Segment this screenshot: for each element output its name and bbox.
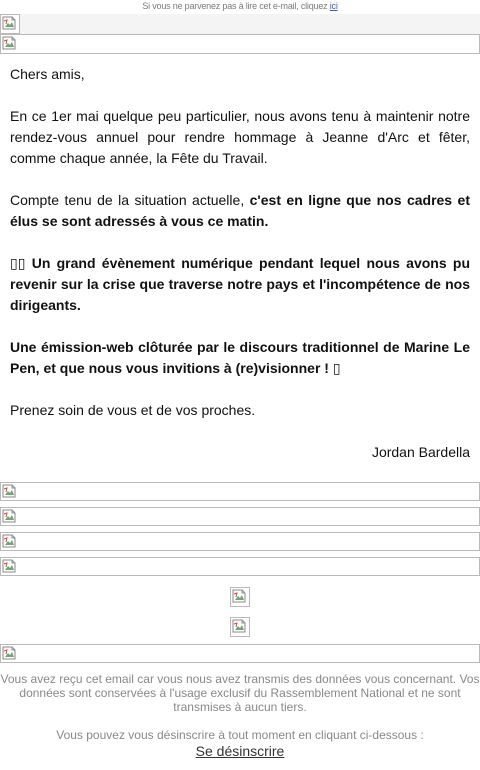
footer-banner-image — [0, 644, 480, 663]
link-image-3[interactable] — [0, 532, 480, 551]
social-icon-2[interactable] — [230, 617, 250, 637]
preheader-text: Si vous ne parvenez pas à lire cet e-mail, cliquez — [142, 1, 330, 11]
unsubscribe-link[interactable]: Se désinscrire — [195, 743, 285, 759]
broken-image-icon — [2, 534, 16, 548]
emoji-glyph: ▯▯ — [10, 255, 26, 271]
header-logo-image — [0, 14, 20, 34]
preheader — [0, 0, 480, 14]
banner-image — [0, 34, 480, 54]
broken-image-icon — [2, 559, 16, 573]
emoji-glyph: ▯ — [332, 360, 341, 376]
letter-greeting: Chers amis, — [10, 66, 85, 82]
footer-privacy-notice: Vous avez reçu cet email car vous nous avez transmis des données vous concernant. Vos données sont conservées à l'usage exclusif du Rassemblement National et ne sont transmises à aucun tiers. — [0, 672, 480, 714]
letter-paragraph-2 — [10, 190, 470, 232]
broken-image-icon — [2, 484, 16, 498]
letter-paragraph-3 — [10, 253, 470, 316]
social-icon-1[interactable] — [230, 587, 250, 607]
p4-bold: Une émission-web clôturée par le discours traditionnel de Marine Le Pen, et que nous vous invitions à (re)visionner ! — [10, 339, 470, 376]
link-image-1[interactable] — [0, 482, 480, 501]
banner-row — [0, 34, 480, 54]
header-strip — [0, 14, 480, 34]
p2-bold: c'est en ligne que nos cadres et élus se sont adressés à vous ce matin. — [10, 192, 470, 229]
broken-image-icon — [232, 619, 246, 633]
broken-image-icon — [2, 646, 16, 660]
letter-body — [0, 54, 480, 463]
footer — [0, 672, 480, 760]
link-image-4[interactable] — [0, 557, 480, 576]
broken-image-icon — [2, 16, 16, 30]
p2-normal: Compte tenu de la situation actuelle, — [10, 192, 250, 208]
broken-image-icon — [2, 36, 16, 50]
link-image-2[interactable] — [0, 507, 480, 526]
footer-unsubscribe-notice: Vous pouvez vous désinscrire à tout moment en cliquant ci-dessous : — [56, 728, 424, 742]
broken-image-icon — [232, 589, 246, 603]
letter-signature: Jordan Bardella — [371, 444, 470, 460]
letter-paragraph-5: Prenez soin de vous et de vos proches. — [10, 402, 256, 418]
p3-bold: Un grand évènement numérique pendant lequel nous avons pu revenir sur la crise que traverse notre pays et l'incompétence de nos dirigeants. — [10, 255, 470, 313]
letter-paragraph-4 — [10, 337, 470, 379]
preheader-link[interactable]: ici — [329, 1, 338, 11]
letter-paragraph-1: En ce 1er mai quelque peu particulier, nous avons tenu à maintenir notre rendez-vous annuel pour rendre hommage à Jeanne d'Arc et fêter, comme chaque année, la Fête du Travail. — [10, 108, 470, 166]
broken-image-icon — [2, 509, 16, 523]
